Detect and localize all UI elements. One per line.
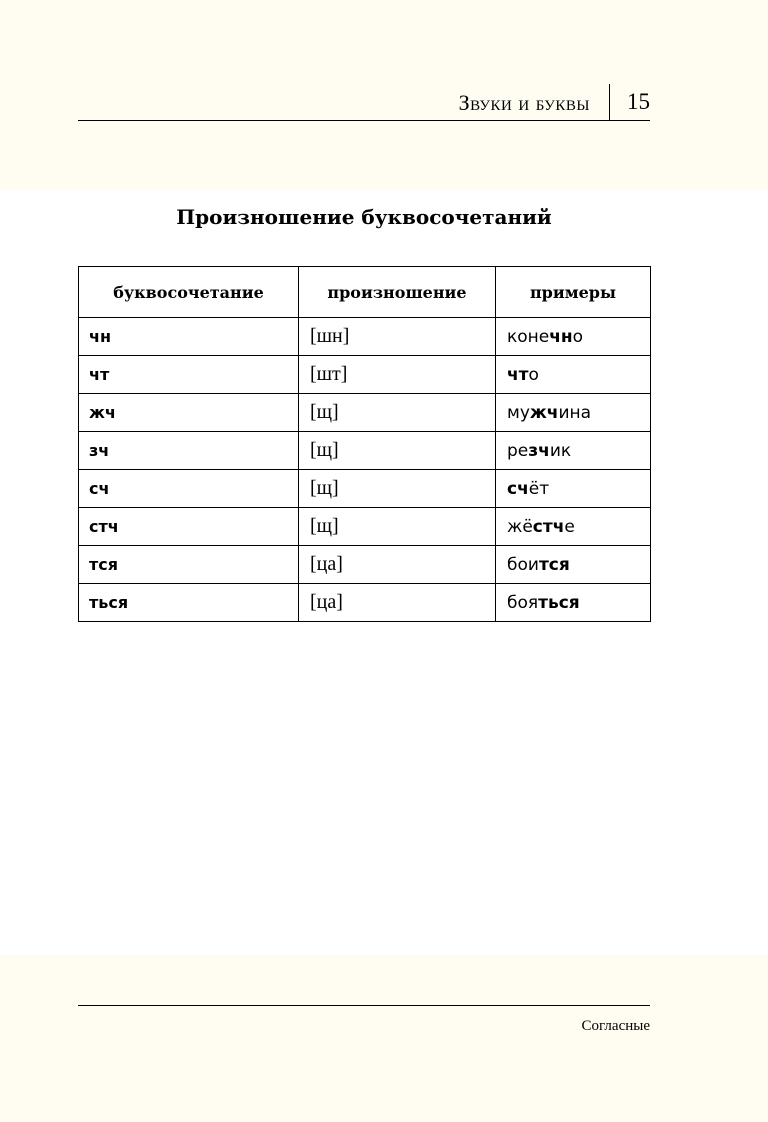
cell-combination: жч (79, 394, 299, 432)
footer-rule (78, 1005, 650, 1006)
running-head (78, 84, 650, 121)
table-row (79, 546, 651, 584)
highlighted-letters: чт (507, 364, 529, 385)
page-tint-bottom (0, 955, 768, 1122)
highlighted-letters: ться (538, 592, 580, 613)
highlighted-letters: чн (549, 326, 573, 347)
cell-combination: ться (79, 584, 299, 622)
cell-pronunciation: [щ] (299, 394, 496, 432)
letter-combinations-table (78, 266, 651, 622)
cell-pronunciation: [шн] (299, 318, 496, 356)
table-header-row (79, 267, 651, 318)
table-row (79, 470, 651, 508)
cell-combination: стч (79, 508, 299, 546)
cell-example: что (496, 356, 651, 394)
table-row (79, 432, 651, 470)
cell-combination: тся (79, 546, 299, 584)
footer-section-name: Согласные (581, 1018, 650, 1034)
cell-pronunciation: [щ] (299, 508, 496, 546)
highlighted-letters: жч (529, 402, 559, 423)
highlighted-letters: сч (507, 478, 529, 499)
table-row (79, 394, 651, 432)
table-row (79, 584, 651, 622)
cell-combination: сч (79, 470, 299, 508)
column-header-combination: буквосочетание (79, 267, 299, 318)
cell-pronunciation: [щ] (299, 432, 496, 470)
cell-pronunciation: [щ] (299, 470, 496, 508)
cell-combination: зч (79, 432, 299, 470)
cell-pronunciation: [ца] (299, 546, 496, 584)
cell-pronunciation: [ца] (299, 584, 496, 622)
cell-pronunciation: [шт] (299, 356, 496, 394)
highlighted-letters: стч (532, 516, 565, 537)
cell-example: конечно (496, 318, 651, 356)
column-header-pronunciation: произношение (299, 267, 496, 318)
page-number: 15 (627, 89, 650, 114)
cell-example: мужчина (496, 394, 651, 432)
table-row (79, 318, 651, 356)
highlighted-letters: зч (528, 440, 550, 461)
cell-example: резчик (496, 432, 651, 470)
column-header-examples: примеры (496, 267, 651, 318)
running-head-section: Звуки и буквы (458, 90, 590, 115)
table-title: Произношение буквосочетаний (176, 205, 552, 229)
cell-example: жёстче (496, 508, 651, 546)
cell-combination: чт (79, 356, 299, 394)
highlighted-letters: тся (538, 554, 570, 575)
cell-example: бояться (496, 584, 651, 622)
table-row (79, 508, 651, 546)
cell-example: счёт (496, 470, 651, 508)
cell-combination: чн (79, 318, 299, 356)
cell-example: боится (496, 546, 651, 584)
running-head-separator (609, 84, 610, 120)
table-row (79, 356, 651, 394)
